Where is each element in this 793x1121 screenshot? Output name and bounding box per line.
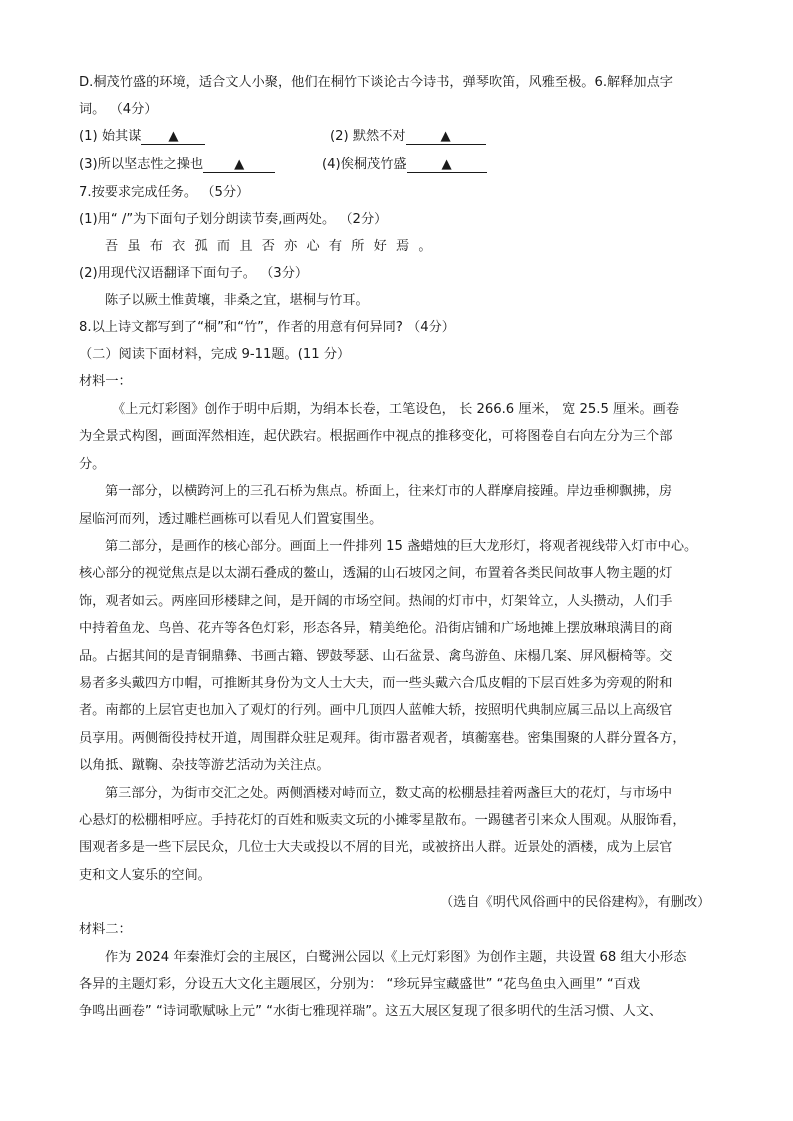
triangle-icon: ▲ [168, 129, 179, 144]
answer-blank[interactable] [406, 129, 486, 145]
q6-item-label: (1) 始其谋 [79, 129, 142, 144]
triangle-icon: ▲ [440, 129, 451, 144]
triangle-icon: ▲ [234, 157, 245, 172]
q6-item-label: (2) 默然不对 [330, 129, 406, 144]
paragraph-line: 分。 [79, 457, 106, 472]
triangle-icon: ▲ [441, 157, 452, 172]
paragraph-line: 作为 2024 年秦淮灯会的主展区，白鹭洲公园以《上元灯彩图》为创作主题，共设置 68 组大小形态 [105, 950, 687, 965]
q7-part-2-sentence: 陈子以厥土惟黄壤，非桑之宜，堪桐与竹耳。 [105, 293, 369, 308]
q7-part-1-sentence: 吾虽布衣孤而且否亦心有所好焉。 [105, 239, 441, 254]
q6-item-1 [79, 127, 205, 147]
q7-part-2: (2)用现代汉语翻译下面句子。 （3分） [79, 266, 309, 281]
paragraph-line: 吏和文人宴乐的空间。 [79, 868, 211, 883]
paragraph-line: 饰，观者如云。两座回形楼肆之间，是开阔的市场空间。热闹的灯市中，灯架耸立，人头攒动，人们手 [79, 594, 673, 609]
paragraph-line: 中持着鱼龙、鸟兽、花卉等各色灯彩，形态各异，精美绝伦。沿街店铺和广场地摊上摆放琳琅满目的商 [79, 621, 673, 636]
paragraph-line: 围观者多是一些下层民众，几位士大夫或投以不屑的目光，或被挤出人群。近景处的酒楼，成为上层官 [79, 840, 673, 855]
paragraph-line: 《上元灯彩图》创作于明中后期，为绢本长卷，工笔设色， 长 266.6 厘米， 宽 25.5 厘米。画卷 [112, 402, 680, 417]
answer-blank[interactable] [141, 129, 205, 145]
paragraph-line: 者。南都的上层官吏也加入了观灯的行列。画中几顶四人蓝帷大轿，按照明代典制应属三品以上高级官 [79, 703, 673, 718]
paragraph-line: 员享用。两侧衙役持杖开道，周围群众驻足观拜。街市嚣者观者，填蘅塞巷。密集围聚的人群分置各方， [79, 731, 686, 746]
section-2-title: （二）阅读下面材料，完成 9-11题。(11 分） [79, 347, 351, 362]
paragraph-line: 第三部分，为街市交汇之处。两侧酒楼对峙而立，数丈高的松棚悬挂着两盏巨大的花灯，与市场中 [105, 786, 673, 801]
q6-item-4 [322, 155, 487, 175]
material-1-label: 材料一： [79, 374, 132, 389]
q6-continued: 词。 （4分） [79, 102, 158, 117]
q7-part-1: (1)用“ /”为下面句子划分朗读节奏,画两处。 （2分） [79, 212, 388, 227]
paragraph-line: 易者多头戴四方巾帽，可推断其身份为文人士大夫，而一些头戴六合瓜皮帽的下层百姓多为旁观的附和 [79, 676, 673, 691]
paragraph-line: 以角抵、蹴鞠、杂技等游艺活动为关注点。 [79, 758, 330, 773]
paragraph-line: 为全景式构图，画面浑然相连，起伏跌宕。根据画作中视点的推移变化，可将图卷自右向左分为三个部 [79, 429, 673, 444]
material-2-label: 材料二： [79, 922, 132, 937]
q6-item-label: (3)所以坚志性之操也 [79, 157, 204, 172]
paragraph-line: 各异的主题灯彩，分设五大文化主题展区，分别为： “珍玩异宝藏盛世” “花鸟鱼虫入画里” “百戏 [79, 977, 641, 992]
q6-item-3 [79, 155, 275, 175]
answer-blank[interactable] [203, 157, 275, 173]
paragraph-line: 第二部分，是画作的核心部分。画面上一件排列 15 盏蜡烛的巨大龙形灯，将观者视线带入灯市中心。 [105, 539, 698, 554]
q6-item-2 [330, 127, 486, 147]
q5-option-d: D.桐茂竹盛的环境，适合文人小聚，他们在桐竹下谈论古今诗书，弹琴吹笛，风雅至极。6.解释加点字 [79, 75, 673, 90]
q6-item-label: (4)俟桐茂竹盛 [322, 157, 407, 172]
paragraph-line: 核心部分的视觉焦点是以太湖石叠成的鳌山，透漏的山石坡冈之间，布置着各类民间故事人物主题的灯 [79, 566, 673, 581]
paragraph-line: 第一部分，以横跨河上的三孔石桥为焦点。桥面上，往来灯市的人群摩肩接踵。岸边垂柳飘拂，房 [105, 484, 673, 499]
paragraph-line: 屋临河而列，透过雕栏画栋可以看见人们置宴围坐。 [79, 512, 383, 527]
material-1-source: （选自《明代风俗画中的民俗建构》，有删改） [440, 895, 711, 910]
q7-title: 7.按要求完成任务。 （5分） [79, 185, 250, 200]
paragraph-line: 品。占据其间的是青铜鼎彝、书画古籍、锣鼓琴瑟、山石盆景、禽鸟游鱼、床榻几案、屏风橱椅等。交 [79, 649, 673, 664]
paragraph-line: 争鸣出画卷” “诗词歌赋咏上元” “水街七雅现祥瑞”。这五大展区复现了很多明代的生活习惯、人文、 [79, 1004, 663, 1019]
q8: 8.以上诗文都写到了“桐”和“竹”，作者的用意有何异同? （4分） [79, 320, 455, 335]
answer-blank[interactable] [407, 157, 487, 173]
paragraph-line: 心悬灯的松棚相呼应。手持花灯的百姓和贩卖文玩的小摊零星散布。一踢毽者引来众人围观。从服饰看， [79, 813, 686, 828]
